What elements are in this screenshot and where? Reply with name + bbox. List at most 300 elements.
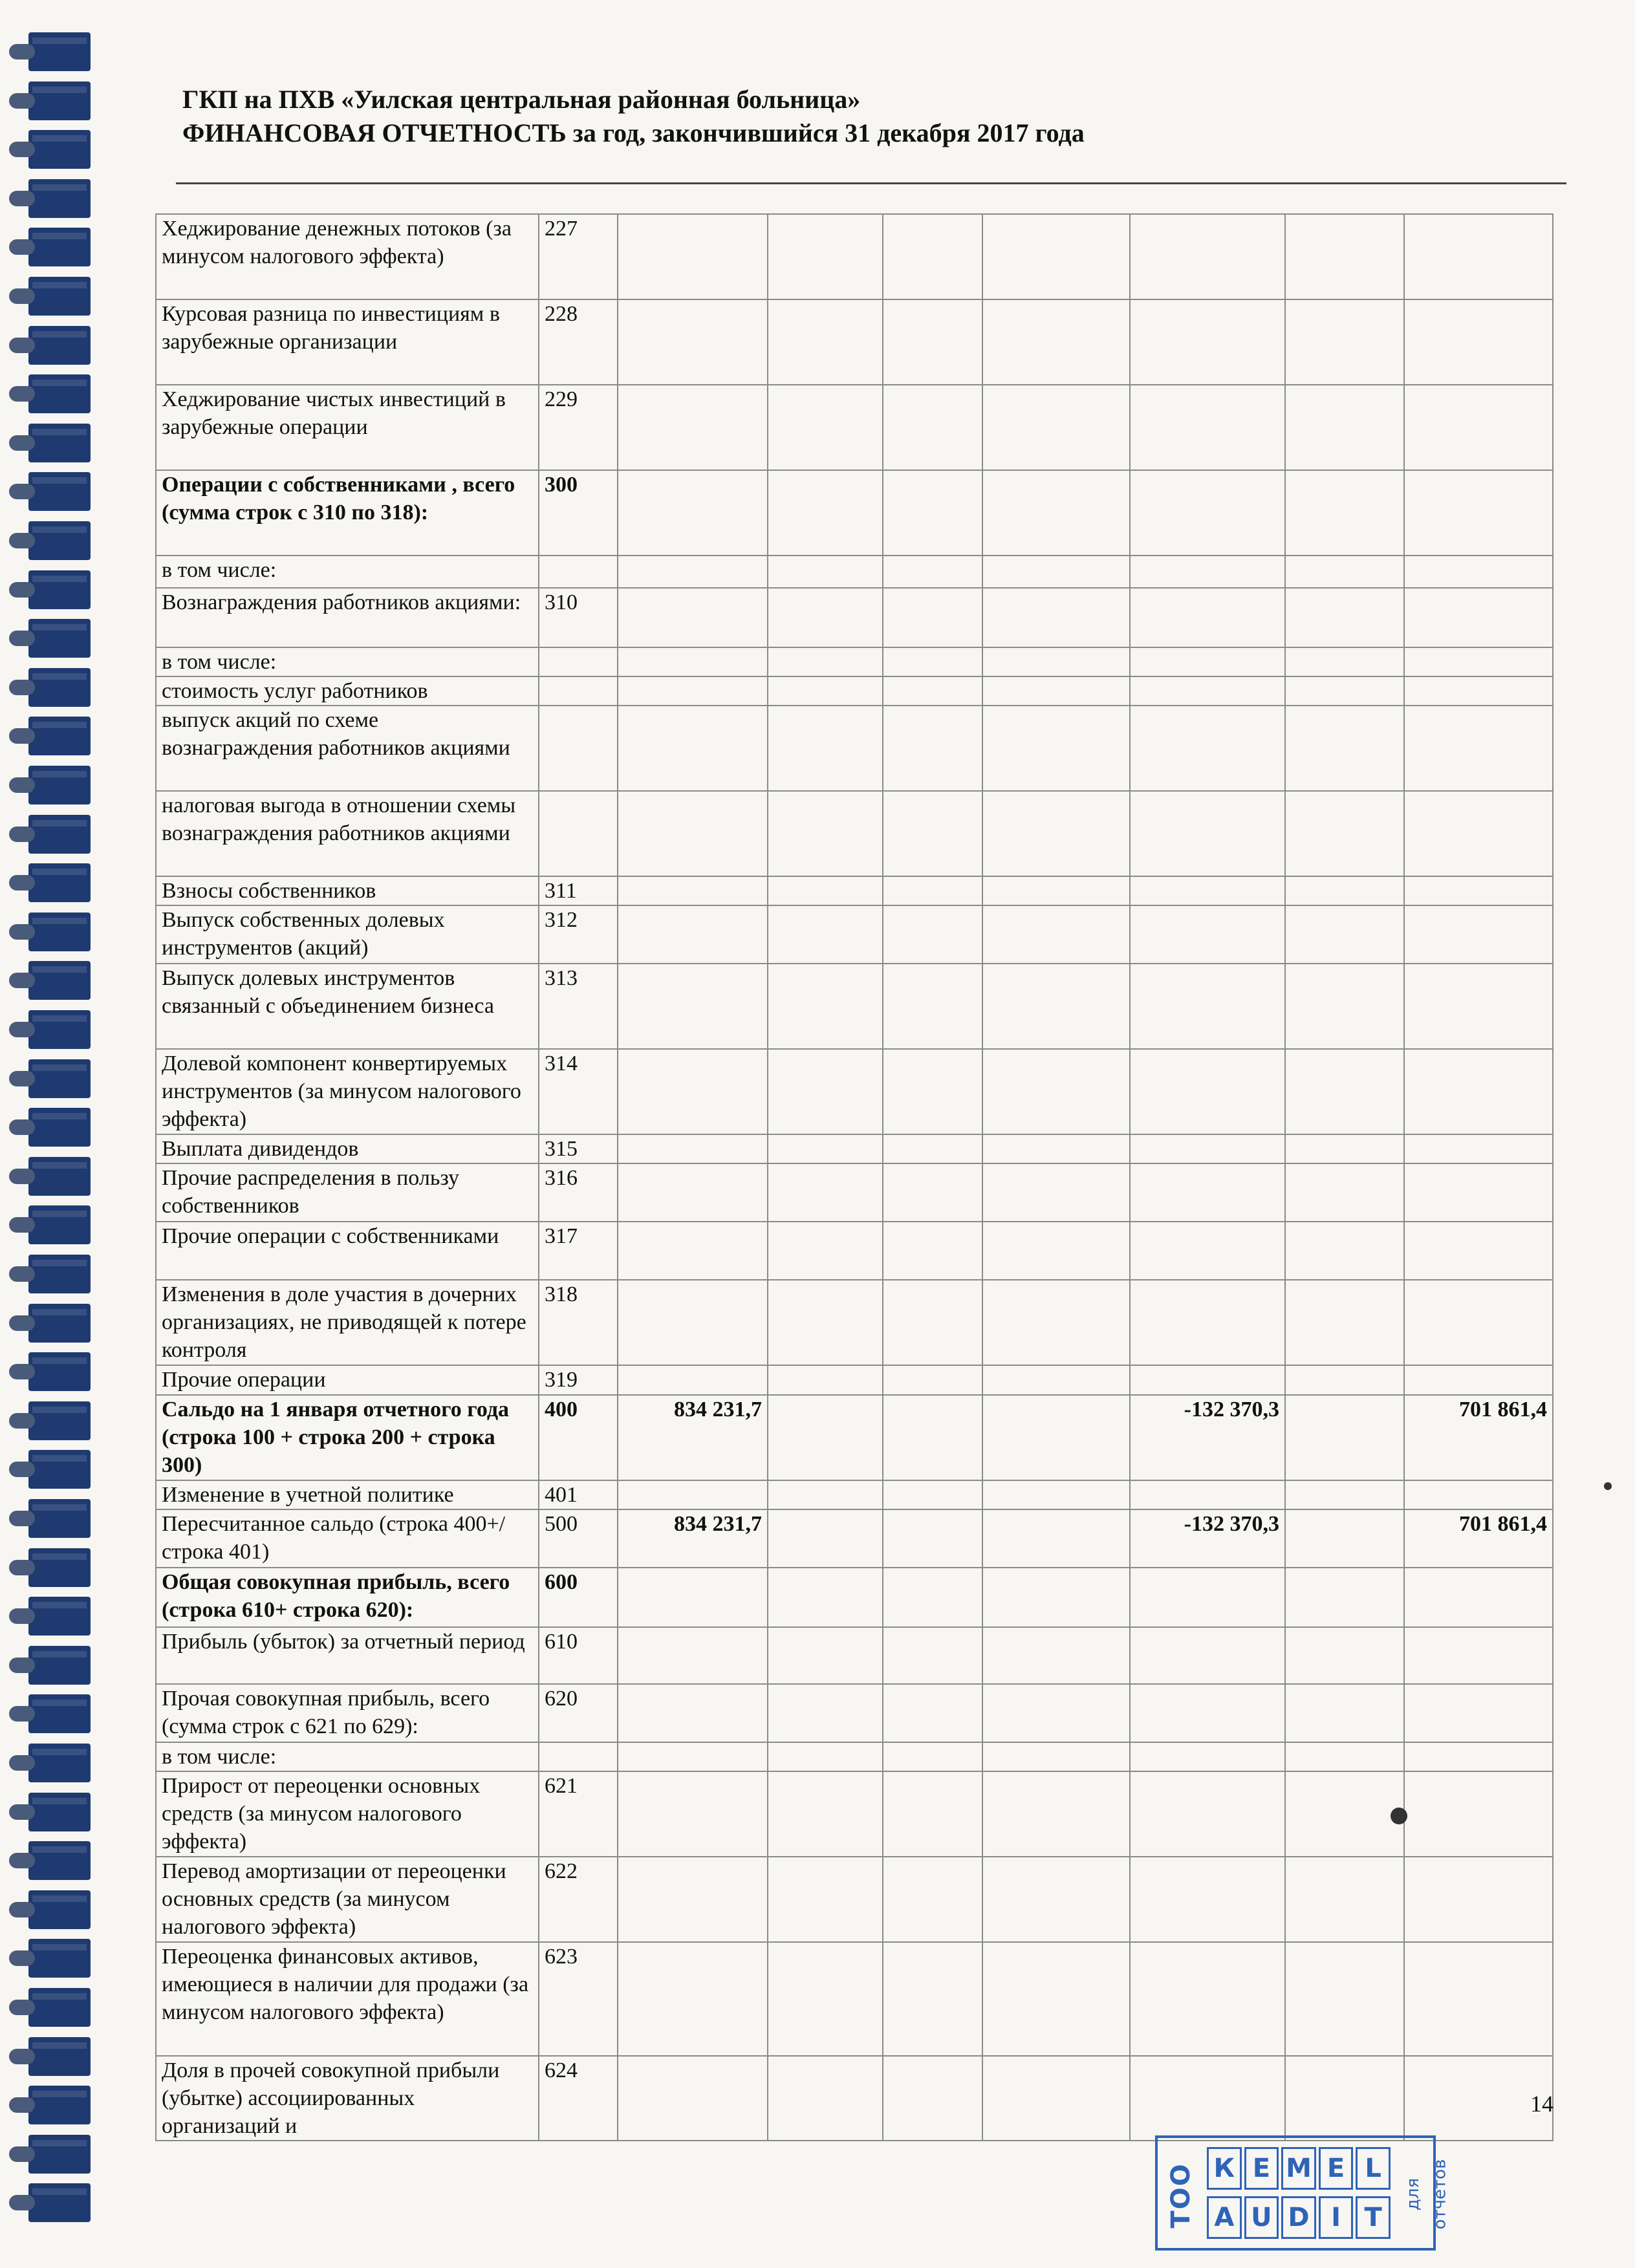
value-cell: [982, 556, 1130, 588]
value-cell: [768, 1395, 883, 1480]
value-cell: [768, 905, 883, 964]
value-cell: [1404, 1163, 1553, 1222]
binding-ring: [28, 424, 91, 462]
binding-ring: [28, 81, 91, 120]
row-code: 401: [539, 1480, 618, 1509]
value-cell: [618, 1857, 768, 1942]
binding-ring: [28, 1255, 91, 1293]
value-cell: [1130, 876, 1285, 905]
row-label: Хеджирование денежных потоков (за минусом налогового эффекта): [156, 214, 539, 299]
value-cell: [1130, 214, 1285, 299]
table-row: [156, 1280, 1553, 1365]
value-cell: [618, 588, 768, 647]
row-code: [539, 706, 618, 791]
value-cell: 701 861,4: [1404, 1395, 1553, 1480]
value-cell: [1285, 905, 1404, 964]
row-label: Долевой компонент конвертируемых инструментов (за минусом налогового эффекта): [156, 1049, 539, 1134]
value-cell: [982, 1568, 1130, 1627]
binding-ring: [28, 570, 91, 609]
value-cell: [883, 588, 982, 647]
value-cell: [1404, 647, 1553, 676]
value-cell: [1404, 1771, 1553, 1857]
binding-ring: [28, 1841, 91, 1880]
value-cell: [883, 1627, 982, 1684]
table-row: [156, 470, 1553, 556]
row-code: 229: [539, 385, 618, 470]
value-cell: [883, 299, 982, 385]
value-cell: [883, 706, 982, 791]
row-label: Прочие распределения в пользу собственников: [156, 1163, 539, 1222]
value-cell: [618, 556, 768, 588]
row-code: 500: [539, 1509, 618, 1568]
table-row: [156, 1395, 1553, 1480]
row-code: 400: [539, 1395, 618, 1480]
binding-ring: [28, 374, 91, 413]
value-cell: [768, 588, 883, 647]
row-code: 600: [539, 1568, 618, 1627]
binding-ring: [28, 472, 91, 511]
value-cell: [982, 1684, 1130, 1742]
binding-ring: [28, 521, 91, 560]
value-cell: [982, 2056, 1130, 2141]
table-row: [156, 1509, 1553, 1568]
table-row: [156, 1222, 1553, 1280]
value-cell: [618, 1742, 768, 1771]
value-cell: [618, 1049, 768, 1134]
value-cell: [1130, 385, 1285, 470]
value-cell: [1404, 1742, 1553, 1771]
value-cell: [883, 1742, 982, 1771]
value-cell: [768, 1509, 883, 1568]
value-cell: [1130, 647, 1285, 676]
value-cell: [1130, 1684, 1285, 1742]
row-code: 623: [539, 1942, 618, 2056]
binding-ring: [28, 717, 91, 755]
value-cell: [768, 299, 883, 385]
table-row: [156, 791, 1553, 876]
value-cell: [982, 1395, 1130, 1480]
value-cell: [883, 791, 982, 876]
report-title: ФИНАНСОВАЯ ОТЧЕТНОСТЬ за год, закончившийся 31 декабря 2017 года: [182, 118, 1085, 147]
value-cell: [883, 676, 982, 706]
row-label: Хеджирование чистых инвестиций в зарубежные операции: [156, 385, 539, 470]
value-cell: [1130, 1280, 1285, 1365]
table-row: [156, 1771, 1553, 1857]
value-cell: [1285, 1568, 1404, 1627]
row-code: 319: [539, 1365, 618, 1395]
value-cell: [883, 1509, 982, 1568]
binding-ring: [28, 2086, 91, 2124]
value-cell: [1404, 1568, 1553, 1627]
value-cell: [883, 1857, 982, 1942]
value-cell: [1285, 876, 1404, 905]
value-cell: [1404, 1134, 1553, 1163]
value-cell: [1404, 470, 1553, 556]
value-cell: [1404, 706, 1553, 791]
value-cell: [768, 1280, 883, 1365]
value-cell: [1404, 588, 1553, 647]
binding-ring: [28, 130, 91, 169]
value-cell: [1285, 676, 1404, 706]
value-cell: [982, 299, 1130, 385]
value-cell: [1130, 791, 1285, 876]
value-cell: [1130, 1134, 1285, 1163]
value-cell: [618, 2056, 768, 2141]
value-cell: [618, 1684, 768, 1742]
value-cell: [883, 385, 982, 470]
row-label: Прибыль (убыток) за отчетный период: [156, 1627, 539, 1684]
value-cell: [1130, 964, 1285, 1049]
row-code: 622: [539, 1857, 618, 1942]
value-cell: [883, 1684, 982, 1742]
value-cell: [768, 706, 883, 791]
binding-ring: [28, 913, 91, 951]
value-cell: [618, 676, 768, 706]
row-label: Сальдо на 1 января отчетного года (строка 100 + строка 200 + строка 300): [156, 1395, 539, 1480]
row-label: Прочая совокупная прибыль, всего (сумма строк с 621 по 629):: [156, 1684, 539, 1742]
value-cell: [768, 1627, 883, 1684]
row-label: в том числе:: [156, 647, 539, 676]
row-code: 317: [539, 1222, 618, 1280]
binding-ring: [28, 1352, 91, 1391]
value-cell: [982, 905, 1130, 964]
value-cell: [1404, 791, 1553, 876]
table-row: [156, 2056, 1553, 2141]
value-cell: [1404, 964, 1553, 1049]
value-cell: [883, 1942, 982, 2056]
table-row: [156, 1942, 1553, 2056]
value-cell: [1285, 214, 1404, 299]
binding-ring: [28, 1694, 91, 1733]
value-cell: [618, 385, 768, 470]
value-cell: [982, 1857, 1130, 1942]
binding-ring: [28, 961, 91, 1000]
row-code: 311: [539, 876, 618, 905]
binding-ring: [28, 326, 91, 365]
binding-ring: [28, 32, 91, 71]
value-cell: [982, 964, 1130, 1049]
value-cell: [618, 470, 768, 556]
row-label: Прирост от переоценки основных средств (за минусом налогового эффекта): [156, 1771, 539, 1857]
organization-title: ГКП на ПХВ «Уилская центральная районная больница»: [182, 85, 861, 114]
table-row: [156, 1163, 1553, 1222]
value-cell: [618, 1365, 768, 1395]
value-cell: [1285, 556, 1404, 588]
value-cell: [618, 647, 768, 676]
value-cell: [1285, 1627, 1404, 1684]
value-cell: [1404, 299, 1553, 385]
value-cell: [1404, 876, 1553, 905]
row-label: Взносы собственников: [156, 876, 539, 905]
value-cell: [1285, 1480, 1404, 1509]
binding-ring: [28, 1401, 91, 1440]
table-row: [156, 299, 1553, 385]
value-cell: [883, 1222, 982, 1280]
binding-ring: [28, 1597, 91, 1636]
value-cell: [982, 1509, 1130, 1568]
value-cell: [768, 647, 883, 676]
table-row: [156, 1627, 1553, 1684]
row-label: Доля в прочей совокупной прибыли (убытке) ассоциированных организаций и: [156, 2056, 539, 2141]
row-code: 621: [539, 1771, 618, 1857]
binding-ring: [28, 766, 91, 805]
value-cell: [1285, 2056, 1404, 2141]
scan-speck: [1391, 1808, 1407, 1824]
binding-ring: [28, 1939, 91, 1978]
value-cell: [768, 1684, 883, 1742]
row-code: 620: [539, 1684, 618, 1742]
value-cell: [1130, 1222, 1285, 1280]
header-divider: [176, 182, 1566, 184]
value-cell: [1285, 470, 1404, 556]
row-code: [539, 791, 618, 876]
value-cell: [618, 1134, 768, 1163]
row-label: Пересчитанное сальдо (строка 400+/строка 401): [156, 1509, 539, 1568]
binding-ring: [28, 668, 91, 707]
value-cell: [1130, 676, 1285, 706]
value-cell: [618, 299, 768, 385]
binding-ring: [28, 277, 91, 316]
binding-ring: [28, 1059, 91, 1098]
value-cell: [1130, 905, 1285, 964]
value-cell: [883, 1049, 982, 1134]
value-cell: [618, 1480, 768, 1509]
value-cell: [1285, 385, 1404, 470]
audit-stamp: [1155, 2135, 1450, 2251]
table-row: [156, 1365, 1553, 1395]
value-cell: [1404, 1857, 1553, 1942]
value-cell: [1404, 1480, 1553, 1509]
value-cell: [1404, 385, 1553, 470]
row-code: 310: [539, 588, 618, 647]
value-cell: [1285, 299, 1404, 385]
binding-ring: [28, 1010, 91, 1049]
binding-ring: [28, 2135, 91, 2174]
value-cell: [1130, 556, 1285, 588]
value-cell: [1285, 1684, 1404, 1742]
value-cell: [982, 1942, 1130, 2056]
value-cell: -132 370,3: [1130, 1509, 1285, 1568]
row-label: Выпуск долевых инструментов связанный с объединением бизнеса: [156, 964, 539, 1049]
row-label: Изменение в учетной политике: [156, 1480, 539, 1509]
value-cell: [618, 905, 768, 964]
value-cell: [1404, 676, 1553, 706]
binding-ring: [28, 1205, 91, 1244]
table-row: [156, 1049, 1553, 1134]
table-row: [156, 556, 1553, 588]
value-cell: [1285, 1280, 1404, 1365]
value-cell: [883, 470, 982, 556]
value-cell: [883, 1395, 982, 1480]
value-cell: [1130, 1627, 1285, 1684]
value-cell: [768, 556, 883, 588]
value-cell: [618, 706, 768, 791]
row-label: стоимость услуг работников: [156, 676, 539, 706]
value-cell: [1130, 1163, 1285, 1222]
binding-ring: [28, 1646, 91, 1685]
table-row: [156, 588, 1553, 647]
stamp-side-text: ТОО: [1166, 2163, 1196, 2229]
value-cell: [618, 1568, 768, 1627]
table-row: [156, 1857, 1553, 1942]
value-cell: [1285, 1365, 1404, 1395]
value-cell: [883, 1480, 982, 1509]
row-code: 624: [539, 2056, 618, 2141]
value-cell: [1285, 1742, 1404, 1771]
table-row: [156, 1684, 1553, 1742]
row-code: [539, 1742, 618, 1771]
value-cell: [1130, 1480, 1285, 1509]
value-cell: [1285, 706, 1404, 791]
binding-ring: [28, 1744, 91, 1782]
value-cell: [1130, 299, 1285, 385]
value-cell: [1404, 1280, 1553, 1365]
value-cell: [982, 1480, 1130, 1509]
value-cell: [982, 1134, 1130, 1163]
value-cell: [768, 385, 883, 470]
value-cell: [618, 1771, 768, 1857]
value-cell: [883, 905, 982, 964]
value-cell: [768, 1049, 883, 1134]
scan-speck: [1604, 1482, 1612, 1490]
row-label: Общая совокупная прибыль, всего (строка 610+ строка 620):: [156, 1568, 539, 1627]
value-cell: [1404, 214, 1553, 299]
value-cell: [1285, 1857, 1404, 1942]
value-cell: [883, 964, 982, 1049]
value-cell: [982, 1049, 1130, 1134]
value-cell: [1404, 556, 1553, 588]
value-cell: [768, 876, 883, 905]
value-cell: [1130, 1857, 1285, 1942]
table-row: [156, 214, 1553, 299]
value-cell: [883, 556, 982, 588]
value-cell: -132 370,3: [1130, 1395, 1285, 1480]
table-row: [156, 385, 1553, 470]
row-code: 300: [539, 470, 618, 556]
value-cell: [883, 1365, 982, 1395]
value-cell: [618, 1163, 768, 1222]
row-code: [539, 556, 618, 588]
value-cell: [618, 1280, 768, 1365]
value-cell: [883, 1163, 982, 1222]
value-cell: [982, 647, 1130, 676]
value-cell: [618, 876, 768, 905]
value-cell: [883, 647, 982, 676]
document-header: [182, 83, 1566, 150]
value-cell: [768, 2056, 883, 2141]
value-cell: [883, 1568, 982, 1627]
value-cell: [768, 1365, 883, 1395]
row-label: в том числе:: [156, 1742, 539, 1771]
binding-ring: [28, 2037, 91, 2076]
value-cell: [1404, 905, 1553, 964]
value-cell: [768, 964, 883, 1049]
value-cell: [1285, 1942, 1404, 2056]
binding-ring: [28, 1548, 91, 1587]
binding-ring: [28, 863, 91, 902]
value-cell: [1130, 1568, 1285, 1627]
value-cell: [982, 1627, 1130, 1684]
value-cell: [883, 1134, 982, 1163]
row-label: налоговая выгода в отношении схемы вознаграждения работников акциями: [156, 791, 539, 876]
value-cell: [982, 1742, 1130, 1771]
value-cell: [768, 1742, 883, 1771]
binding-ring: [28, 1793, 91, 1831]
value-cell: [982, 1365, 1130, 1395]
binding-ring: [28, 815, 91, 854]
row-code: 315: [539, 1134, 618, 1163]
value-cell: [768, 1480, 883, 1509]
row-label: Курсовая разница по инвестициям в зарубежные организации: [156, 299, 539, 385]
row-code: 610: [539, 1627, 618, 1684]
value-cell: [768, 1222, 883, 1280]
table-row: [156, 1568, 1553, 1627]
value-cell: [1285, 1509, 1404, 1568]
value-cell: [1285, 588, 1404, 647]
value-cell: [768, 470, 883, 556]
table-row: [156, 964, 1553, 1049]
row-code: 318: [539, 1280, 618, 1365]
value-cell: [768, 1771, 883, 1857]
binding-ring: [28, 1304, 91, 1343]
value-cell: [618, 214, 768, 299]
value-cell: [768, 214, 883, 299]
row-label: Вознаграждения работников акциями:: [156, 588, 539, 647]
row-label: Переоценка финансовых активов, имеющиеся в наличии для продажи (за минусом налогового эффекта): [156, 1942, 539, 2056]
value-cell: [982, 470, 1130, 556]
value-cell: [982, 706, 1130, 791]
value-cell: [1404, 1049, 1553, 1134]
row-code: 314: [539, 1049, 618, 1134]
value-cell: [982, 1771, 1130, 1857]
value-cell: [768, 791, 883, 876]
value-cell: [1285, 1771, 1404, 1857]
stamp-row-bottom: А U D I T: [1206, 2196, 1392, 2239]
value-cell: [1285, 1163, 1404, 1222]
row-label: Операции с собственниками , всего (сумма строк с 310 по 318):: [156, 470, 539, 556]
value-cell: [883, 876, 982, 905]
binding-ring: [28, 1157, 91, 1196]
value-cell: [768, 1163, 883, 1222]
value-cell: 834 231,7: [618, 1395, 768, 1480]
value-cell: [768, 1942, 883, 2056]
table-row: [156, 706, 1553, 791]
value-cell: [1130, 1742, 1285, 1771]
table-row: [156, 1742, 1553, 1771]
page-number: 14: [1530, 2091, 1554, 2117]
equity-changes-table: [155, 213, 1554, 2141]
value-cell: [768, 1857, 883, 1942]
value-cell: [618, 1942, 768, 2056]
value-cell: 834 231,7: [618, 1509, 768, 1568]
row-code: 313: [539, 964, 618, 1049]
value-cell: [1130, 588, 1285, 647]
value-cell: [1404, 1684, 1553, 1742]
row-label: Выплата дивидендов: [156, 1134, 539, 1163]
table-row: [156, 1480, 1553, 1509]
value-cell: [1285, 647, 1404, 676]
value-cell: [1130, 1049, 1285, 1134]
row-label: выпуск акций по схеме вознаграждения работников акциями: [156, 706, 539, 791]
stamp-right-text: для отчетов: [1403, 2159, 1450, 2230]
binding-ring: [28, 179, 91, 218]
binding-ring: [28, 1988, 91, 2027]
row-code: 316: [539, 1163, 618, 1222]
spiral-binding: [0, 0, 103, 2268]
value-cell: [982, 385, 1130, 470]
value-cell: [1285, 1222, 1404, 1280]
table-row: [156, 1134, 1553, 1163]
